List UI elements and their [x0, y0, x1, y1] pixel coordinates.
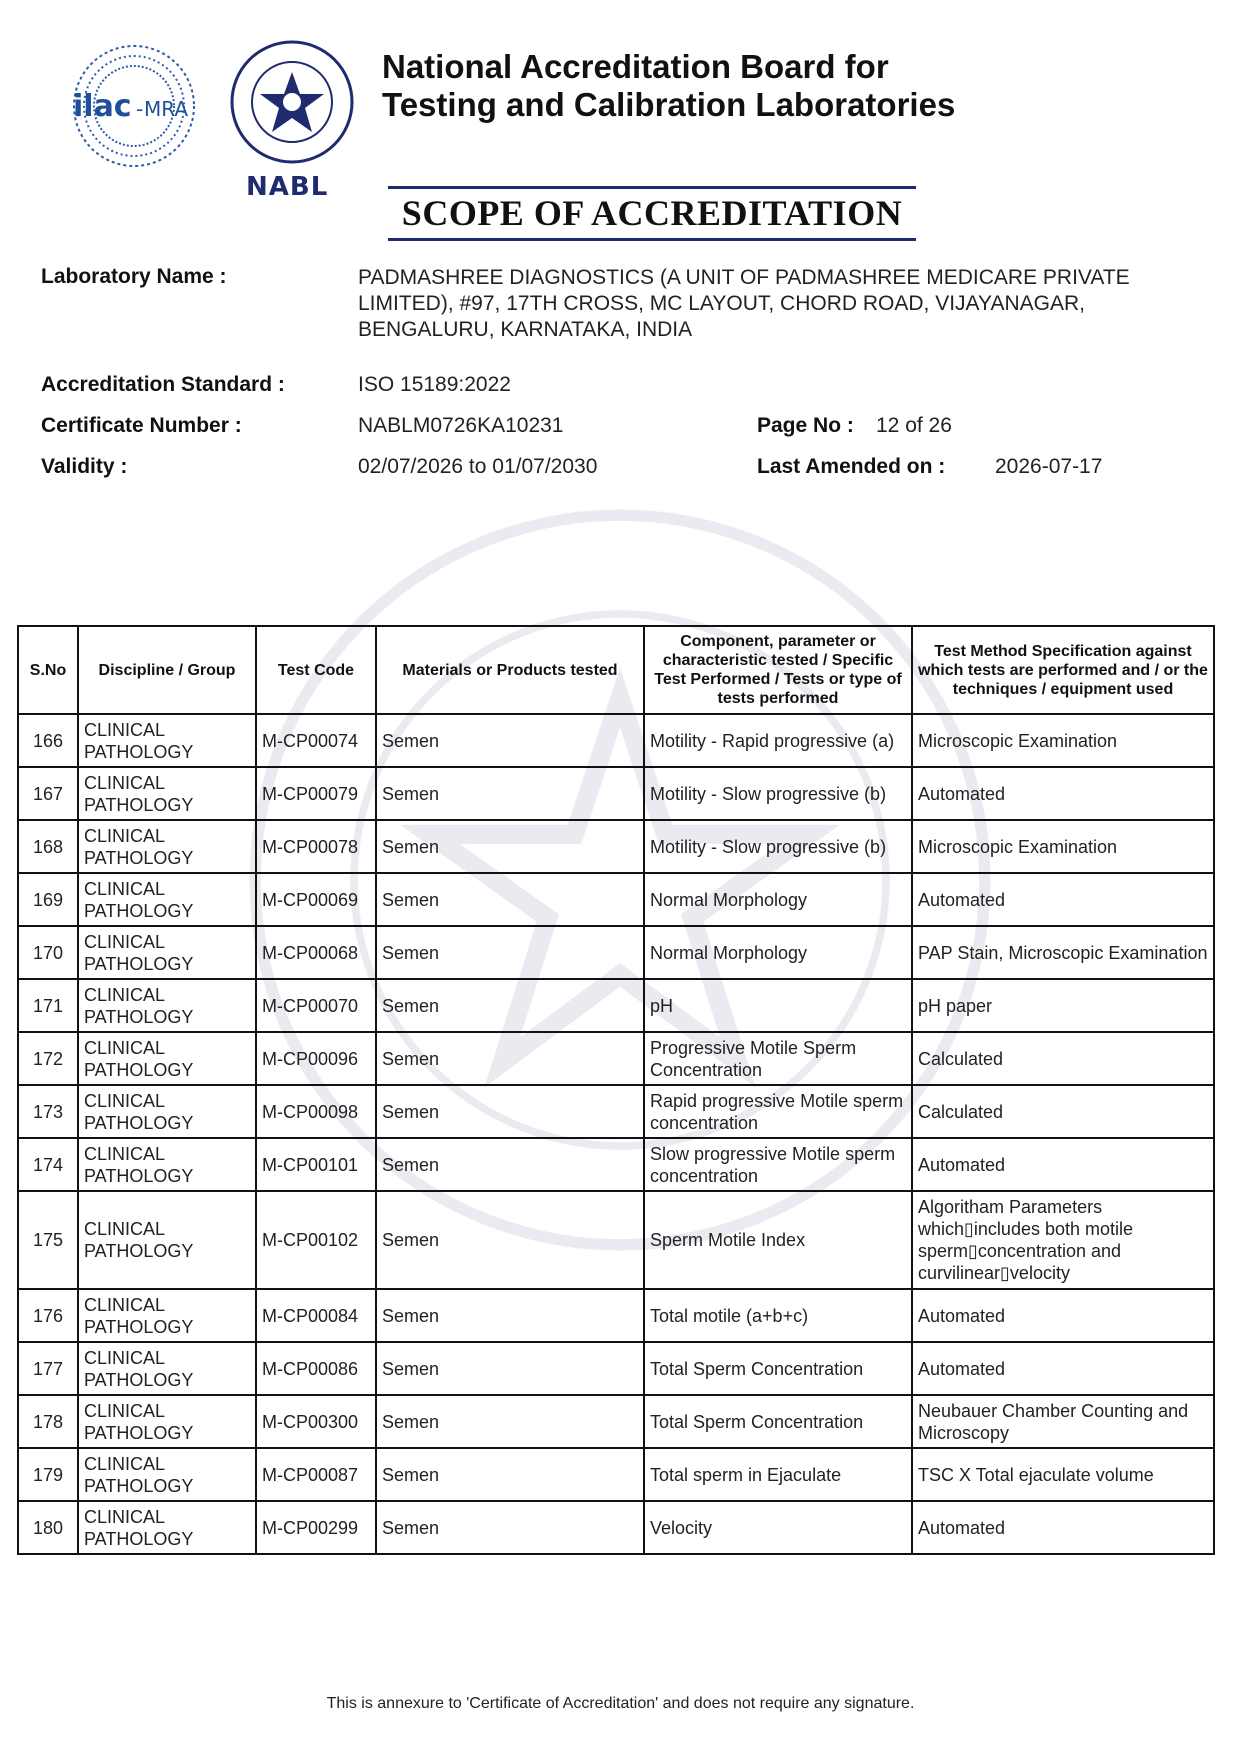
cell-test-code: M-CP00096 [256, 1032, 376, 1085]
nabl-seal-icon [228, 38, 356, 166]
table-row [18, 1448, 1214, 1501]
standard-value: ISO 15189:2022 [358, 373, 511, 396]
cell-discipline: CLINICAL PATHOLOGY [78, 1032, 256, 1085]
mra-label: MRA [144, 97, 189, 121]
scope-table [17, 625, 1215, 1555]
cell-component: Total sperm in Ejaculate [644, 1448, 912, 1501]
header-discipline: Discipline / Group [78, 626, 256, 714]
org-title-line2: Testing and Calibration Laboratories [382, 86, 956, 123]
table-row [18, 767, 1214, 820]
cell-test-code: M-CP00069 [256, 873, 376, 926]
last-amended-value: 2026-07-17 [995, 455, 1103, 478]
cell-test-code: M-CP00300 [256, 1395, 376, 1448]
table-row [18, 979, 1214, 1032]
certificate-number-label: Certificate Number : [41, 414, 242, 437]
table-row [18, 1032, 1214, 1085]
cell-sno: 176 [18, 1289, 78, 1342]
cell-component: Normal Morphology [644, 926, 912, 979]
cell-method: Automated [912, 767, 1214, 820]
header-material: Materials or Products tested [376, 626, 644, 714]
cell-sno: 169 [18, 873, 78, 926]
footer-note: This is annexure to 'Certificate of Accreditation' and does not require any signature. [326, 1695, 915, 1712]
cell-discipline: CLINICAL PATHOLOGY [78, 714, 256, 767]
cell-component: Progressive Motile Sperm Concentration [644, 1032, 912, 1085]
table-row [18, 714, 1214, 767]
cell-method: Automated [912, 1501, 1214, 1554]
mra-text: - [136, 97, 144, 121]
cell-material: Semen [376, 1032, 644, 1085]
table-header-row [18, 626, 1214, 714]
standard-label: Accreditation Standard : [41, 373, 285, 396]
table-row [18, 1342, 1214, 1395]
cell-method: Algoritham Parameters which▯includes both motile sperm▯concentration and curvilinear▯velocity [912, 1191, 1214, 1289]
table-row [18, 820, 1214, 873]
cell-discipline: CLINICAL PATHOLOGY [78, 873, 256, 926]
cell-test-code: M-CP00086 [256, 1342, 376, 1395]
cell-method: Microscopic Examination [912, 714, 1214, 767]
cell-material: Semen [376, 979, 644, 1032]
cell-sno: 166 [18, 714, 78, 767]
cell-discipline: CLINICAL PATHOLOGY [78, 1342, 256, 1395]
table-row [18, 1501, 1214, 1554]
cell-material: Semen [376, 1448, 644, 1501]
cell-component: Motility - Rapid progressive (a) [644, 714, 912, 767]
cell-component: pH [644, 979, 912, 1032]
cell-sno: 177 [18, 1342, 78, 1395]
cell-material: Semen [376, 926, 644, 979]
cell-test-code: M-CP00070 [256, 979, 376, 1032]
cell-sno: 171 [18, 979, 78, 1032]
page-number-value: 12 of 26 [876, 414, 952, 437]
lab-name-value: PADMASHREE DIAGNOSTICS (A UNIT OF PADMASHREE MEDICARE PRIVATE LIMITED), #97, 17TH CROSS, MC LAYOUT, CHORD ROAD, VIJAYANAGAR, BENGALURU, KARNATAKA, INDIA [358, 266, 1130, 341]
cell-method: Calculated [912, 1085, 1214, 1138]
cell-component: Motility - Slow progressive (b) [644, 820, 912, 873]
cell-test-code: M-CP00079 [256, 767, 376, 820]
cell-discipline: CLINICAL PATHOLOGY [78, 1448, 256, 1501]
cell-method: PAP Stain, Microscopic Examination [912, 926, 1214, 979]
cell-component: Total Sperm Concentration [644, 1395, 912, 1448]
cell-test-code: M-CP00068 [256, 926, 376, 979]
cell-component: Sperm Motile Index [644, 1191, 912, 1289]
cell-component: Slow progressive Motile sperm concentration [644, 1138, 912, 1191]
cell-material: Semen [376, 1395, 644, 1448]
cell-discipline: CLINICAL PATHOLOGY [78, 926, 256, 979]
validity-label: Validity : [41, 455, 128, 478]
cell-discipline: CLINICAL PATHOLOGY [78, 1085, 256, 1138]
cell-material: Semen [376, 1289, 644, 1342]
cell-component: Motility - Slow progressive (b) [644, 767, 912, 820]
cell-test-code: M-CP00087 [256, 1448, 376, 1501]
header-sno: S.No [18, 626, 78, 714]
cell-component: Total motile (a+b+c) [644, 1289, 912, 1342]
cell-method: Calculated [912, 1032, 1214, 1085]
last-amended-label: Last Amended on : [757, 455, 946, 478]
cell-method: TSC X Total ejaculate volume [912, 1448, 1214, 1501]
cell-material: Semen [376, 1085, 644, 1138]
cell-discipline: CLINICAL PATHOLOGY [78, 820, 256, 873]
cell-discipline: CLINICAL PATHOLOGY [78, 1395, 256, 1448]
title-divider-top [388, 186, 916, 189]
header-method: Test Method Specification against which tests are performed and / or the techniques / equipment used [912, 626, 1214, 714]
cell-material: Semen [376, 1138, 644, 1191]
cell-method: Neubauer Chamber Counting and Microscopy [912, 1395, 1214, 1448]
table-row [18, 873, 1214, 926]
cell-material: Semen [376, 714, 644, 767]
table-row [18, 1395, 1214, 1448]
cell-sno: 167 [18, 767, 78, 820]
cell-method: Automated [912, 1138, 1214, 1191]
cell-material: Semen [376, 767, 644, 820]
cell-discipline: CLINICAL PATHOLOGY [78, 1191, 256, 1289]
cell-component: Rapid progressive Motile sperm concentration [644, 1085, 912, 1138]
cell-method: Automated [912, 1342, 1214, 1395]
cell-discipline: CLINICAL PATHOLOGY [78, 1501, 256, 1554]
certificate-number-value: NABLM0726KA10231 [358, 414, 564, 437]
cell-sno: 168 [18, 820, 78, 873]
cell-material: Semen [376, 1501, 644, 1554]
cell-test-code: M-CP00084 [256, 1289, 376, 1342]
cell-sno: 175 [18, 1191, 78, 1289]
cell-sno: 174 [18, 1138, 78, 1191]
cell-material: Semen [376, 873, 644, 926]
nabl-wordmark: NABL [246, 172, 329, 202]
cell-material: Semen [376, 820, 644, 873]
cell-component: Normal Morphology [644, 873, 912, 926]
org-title-line1: National Accreditation Board for [382, 48, 889, 85]
cell-discipline: CLINICAL PATHOLOGY [78, 979, 256, 1032]
cell-sno: 178 [18, 1395, 78, 1448]
cell-test-code: M-CP00098 [256, 1085, 376, 1138]
validity-value: 02/07/2026 to 01/07/2030 [358, 455, 598, 478]
page-number-label: Page No : [757, 414, 854, 437]
cell-sno: 179 [18, 1448, 78, 1501]
header-component: Component, parameter or characteristic tested / Specific Test Performed / Tests or type of tests performed [644, 626, 912, 714]
header-test-code: Test Code [256, 626, 376, 714]
cell-discipline: CLINICAL PATHOLOGY [78, 1289, 256, 1342]
cell-method: pH paper [912, 979, 1214, 1032]
cell-discipline: CLINICAL PATHOLOGY [78, 1138, 256, 1191]
table-row [18, 1191, 1214, 1289]
cell-test-code: M-CP00299 [256, 1501, 376, 1554]
cell-test-code: M-CP00102 [256, 1191, 376, 1289]
cell-sno: 170 [18, 926, 78, 979]
table-row [18, 1085, 1214, 1138]
cell-sno: 180 [18, 1501, 78, 1554]
cell-material: Semen [376, 1342, 644, 1395]
ilac-mra-logo-icon [70, 42, 198, 170]
cell-sno: 173 [18, 1085, 78, 1138]
cell-test-code: M-CP00101 [256, 1138, 376, 1191]
cell-method: Automated [912, 1289, 1214, 1342]
document-title: SCOPE OF ACCREDITATION [401, 193, 903, 233]
cell-method: Microscopic Examination [912, 820, 1214, 873]
lab-name-label: Laboratory Name : [41, 265, 227, 288]
cell-discipline: CLINICAL PATHOLOGY [78, 767, 256, 820]
cell-method: Automated [912, 873, 1214, 926]
cell-test-code: M-CP00078 [256, 820, 376, 873]
table-row [18, 1289, 1214, 1342]
organization-title [382, 48, 955, 124]
table-row [18, 926, 1214, 979]
title-divider-bottom [388, 238, 916, 241]
cell-test-code: M-CP00074 [256, 714, 376, 767]
table-row [18, 1138, 1214, 1191]
cell-material: Semen [376, 1191, 644, 1289]
ilac-text: ilac [73, 89, 132, 124]
cell-component: Total Sperm Concentration [644, 1342, 912, 1395]
cell-component: Velocity [644, 1501, 912, 1554]
cell-sno: 172 [18, 1032, 78, 1085]
